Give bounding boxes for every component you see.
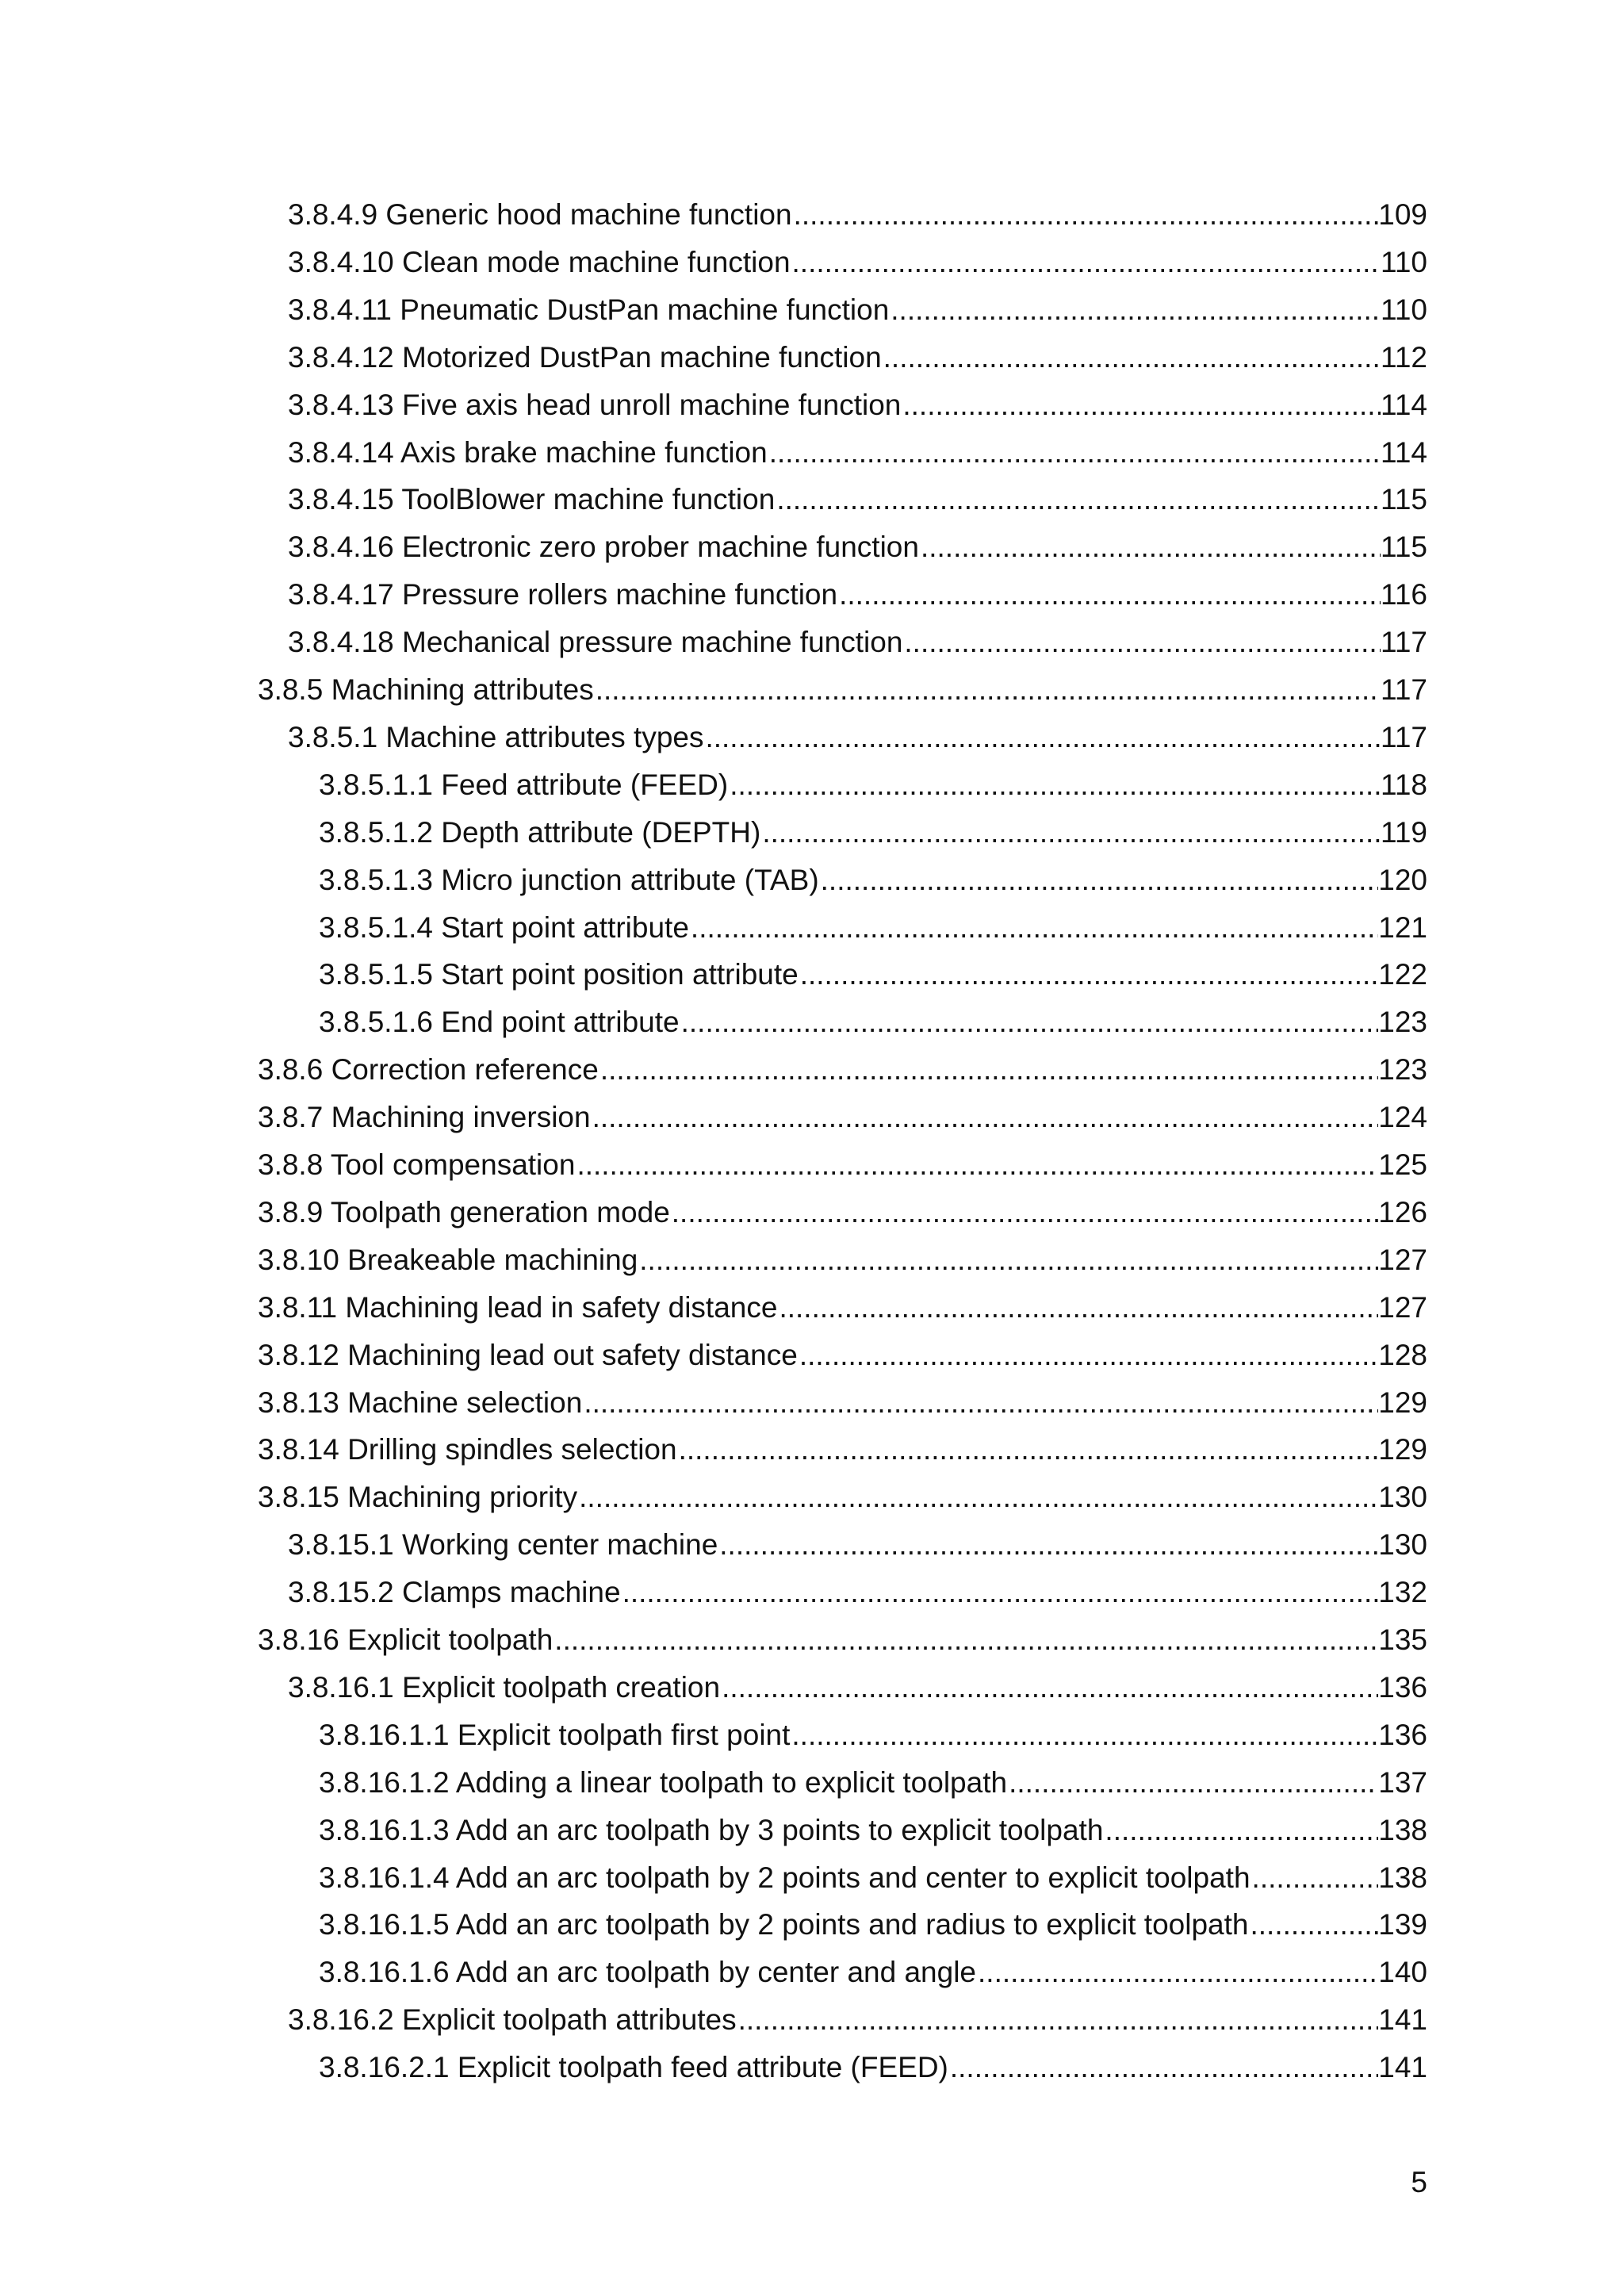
toc-dot-leader bbox=[582, 1384, 1378, 1422]
toc-entry[interactable] bbox=[319, 814, 1427, 861]
toc-entry-page: 127 bbox=[1378, 1244, 1427, 1276]
toc-entry[interactable] bbox=[288, 481, 1427, 528]
toc-dot-leader bbox=[1103, 1811, 1378, 1849]
toc-dot-leader bbox=[919, 528, 1381, 566]
toc-entry-page: 118 bbox=[1381, 769, 1427, 801]
toc-dot-leader bbox=[737, 2001, 1379, 2039]
toc-dot-leader bbox=[799, 956, 1379, 994]
toc-entry-title: 3.8.16.1.3 Add an arc toolpath by 3 points to explicit toolpath bbox=[319, 1814, 1104, 1846]
toc-entry-title: 3.8.16.1.1 Explicit toolpath first point bbox=[319, 1719, 791, 1751]
toc-entry[interactable] bbox=[258, 1478, 1427, 1526]
toc-dot-leader bbox=[837, 576, 1381, 614]
toc-entry[interactable] bbox=[319, 956, 1427, 1003]
toc-dot-leader bbox=[621, 1573, 1379, 1612]
toc-dot-leader bbox=[728, 766, 1381, 804]
toc-dot-leader bbox=[777, 1289, 1378, 1327]
toc-dot-leader bbox=[670, 1194, 1378, 1232]
toc-entry[interactable] bbox=[319, 1953, 1427, 2001]
toc-entry[interactable] bbox=[319, 1003, 1427, 1051]
toc-entry-title: 3.8.5.1.1 Feed attribute (FEED) bbox=[319, 769, 729, 801]
toc-entry-page: 137 bbox=[1378, 1766, 1427, 1799]
toc-entry-title: 3.8.4.10 Clean mode machine function bbox=[288, 246, 791, 278]
toc-dot-leader bbox=[599, 1051, 1378, 1089]
toc-entry[interactable] bbox=[258, 1146, 1427, 1194]
toc-entry-page: 124 bbox=[1378, 1101, 1427, 1133]
toc-entry-page: 140 bbox=[1378, 1956, 1427, 1988]
toc-entry-page: 129 bbox=[1378, 1433, 1427, 1466]
toc-entry-page: 139 bbox=[1378, 1908, 1427, 1941]
toc-entry-page: 117 bbox=[1381, 626, 1427, 658]
toc-entry-page: 112 bbox=[1381, 341, 1427, 374]
toc-entry-page: 126 bbox=[1378, 1196, 1427, 1228]
toc-entry[interactable] bbox=[258, 1336, 1427, 1384]
toc-entry-title: 3.8.16.2.1 Explicit toolpath feed attribute (FEED) bbox=[319, 2051, 948, 2083]
toc-entry[interactable] bbox=[288, 719, 1427, 766]
toc-entry[interactable] bbox=[258, 1098, 1427, 1146]
toc-entry-title: 3.8.16.2 Explicit toolpath attributes bbox=[288, 2003, 737, 2036]
toc-entry[interactable] bbox=[319, 1811, 1427, 1859]
toc-entry-page: 132 bbox=[1378, 1576, 1427, 1608]
toc-entry-title: 3.8.5.1.4 Start point attribute bbox=[319, 911, 689, 944]
toc-entry[interactable] bbox=[288, 196, 1427, 243]
toc-entry[interactable] bbox=[288, 1669, 1427, 1716]
toc-entry-page: 138 bbox=[1378, 1861, 1427, 1894]
toc-entry-page: 141 bbox=[1378, 2003, 1427, 2036]
toc-entry[interactable] bbox=[288, 291, 1427, 339]
toc-dot-leader bbox=[819, 861, 1379, 899]
toc-entry[interactable] bbox=[288, 623, 1427, 671]
toc-entry-title: 3.8.16.1.2 Adding a linear toolpath to explicit toolpath bbox=[319, 1766, 1008, 1799]
toc-entry[interactable] bbox=[258, 1051, 1427, 1098]
toc-entry-page: 123 bbox=[1378, 1006, 1427, 1038]
toc-entry[interactable] bbox=[288, 243, 1427, 291]
toc-entry[interactable] bbox=[288, 339, 1427, 386]
toc-entry[interactable] bbox=[288, 1573, 1427, 1621]
toc-entry-title: 3.8.5.1.6 End point attribute bbox=[319, 1006, 680, 1038]
toc-dot-leader bbox=[594, 671, 1381, 709]
toc-entry-title: 3.8.13 Machine selection bbox=[258, 1386, 583, 1419]
toc-entry-page: 122 bbox=[1378, 958, 1427, 991]
toc-entry-title: 3.8.4.14 Axis brake machine function bbox=[288, 436, 768, 469]
toc-dot-leader bbox=[553, 1621, 1378, 1659]
toc-entry-title: 3.8.16.1.5 Add an arc toolpath by 2 points and radius to explicit toolpath bbox=[319, 1908, 1249, 1941]
toc-dot-leader bbox=[790, 1716, 1378, 1754]
toc-entry-title: 3.8.5.1.2 Depth attribute (DEPTH) bbox=[319, 816, 761, 849]
toc-entry-page: 136 bbox=[1378, 1719, 1427, 1751]
toc-entry[interactable] bbox=[258, 1289, 1427, 1336]
toc-entry-title: 3.8.12 Machining lead out safety distance bbox=[258, 1339, 798, 1371]
toc-dot-leader bbox=[718, 1526, 1378, 1564]
toc-entry[interactable] bbox=[258, 1431, 1427, 1478]
toc-entry[interactable] bbox=[288, 1526, 1427, 1573]
page-number: 5 bbox=[1411, 2166, 1427, 2198]
toc-entry-page: 110 bbox=[1381, 293, 1427, 326]
toc-entry-page: 141 bbox=[1378, 2051, 1427, 2083]
toc-dot-leader bbox=[577, 1478, 1378, 1516]
toc-dot-leader bbox=[889, 291, 1381, 329]
toc-entry-page: 128 bbox=[1378, 1339, 1427, 1371]
toc-entry-title: 3.8.4.15 ToolBlower machine function bbox=[288, 483, 776, 516]
toc-dot-leader bbox=[948, 2049, 1378, 2087]
toc-entry-page: 135 bbox=[1378, 1623, 1427, 1656]
toc-entry-title: 3.8.10 Breakeable machining bbox=[258, 1244, 638, 1276]
toc-entry-page: 127 bbox=[1378, 1291, 1427, 1324]
toc-dot-leader bbox=[689, 909, 1378, 947]
toc-dot-leader bbox=[703, 719, 1381, 757]
toc-entry-title: 3.8.8 Tool compensation bbox=[258, 1148, 576, 1181]
toc-entry-title: 3.8.4.9 Generic hood machine function bbox=[288, 198, 792, 231]
toc-entry[interactable] bbox=[288, 386, 1427, 434]
toc-entry[interactable] bbox=[319, 1764, 1427, 1811]
toc-entry-title: 3.8.15.1 Working center machine bbox=[288, 1528, 718, 1561]
toc-entry-title: 3.8.16.1.4 Add an arc toolpath by 2 points and center to explicit toolpath bbox=[319, 1861, 1251, 1894]
toc-dot-leader bbox=[792, 196, 1379, 234]
toc-entry-page: 138 bbox=[1378, 1814, 1427, 1846]
toc-entry-title: 3.8.4.16 Electronic zero prober machine function bbox=[288, 531, 919, 563]
toc-entry[interactable] bbox=[319, 1906, 1427, 1953]
toc-entry[interactable] bbox=[258, 1241, 1427, 1289]
toc-entry-title: 3.8.5 Machining attributes bbox=[258, 673, 594, 706]
toc-entry-title: 3.8.5.1.3 Micro junction attribute (TAB) bbox=[319, 864, 819, 896]
toc-dot-leader bbox=[902, 623, 1381, 661]
toc-entry-title: 3.8.4.13 Five axis head unroll machine function bbox=[288, 389, 902, 421]
toc-entry[interactable] bbox=[258, 1194, 1427, 1241]
toc-entry-title: 3.8.5.1.5 Start point position attribute bbox=[319, 958, 799, 991]
toc-entry-page: 116 bbox=[1381, 578, 1427, 611]
toc-entry-page: 115 bbox=[1381, 483, 1427, 516]
toc-entry-title: 3.8.16 Explicit toolpath bbox=[258, 1623, 553, 1656]
toc-dot-leader bbox=[677, 1431, 1379, 1469]
toc-dot-leader bbox=[1251, 1859, 1379, 1897]
toc-entry[interactable] bbox=[288, 2001, 1427, 2049]
toc-entry[interactable] bbox=[319, 861, 1427, 909]
toc-entry-title: 3.8.4.17 Pressure rollers machine function bbox=[288, 578, 838, 611]
toc-dot-leader bbox=[901, 386, 1381, 424]
toc-entry-title: 3.8.9 Toolpath generation mode bbox=[258, 1196, 670, 1228]
toc-entry-title: 3.8.15.2 Clamps machine bbox=[288, 1576, 621, 1608]
toc-entry-page: 109 bbox=[1378, 198, 1427, 231]
toc-entry-title: 3.8.16.1 Explicit toolpath creation bbox=[288, 1671, 721, 1704]
toc-entry-page: 130 bbox=[1378, 1481, 1427, 1513]
toc-dot-leader bbox=[575, 1146, 1378, 1184]
toc-entry[interactable] bbox=[288, 576, 1427, 623]
toc-entry-page: 115 bbox=[1381, 531, 1427, 563]
toc-dot-leader bbox=[1248, 1906, 1378, 1944]
toc-entry-title: 3.8.7 Machining inversion bbox=[258, 1101, 591, 1133]
toc-dot-leader bbox=[791, 243, 1381, 282]
toc-dot-leader bbox=[976, 1953, 1378, 1991]
toc-entry[interactable] bbox=[319, 766, 1427, 814]
toc-dot-leader bbox=[1007, 1764, 1378, 1802]
toc-entry-page: 121 bbox=[1378, 911, 1427, 944]
toc-entry-title: 3.8.5.1 Machine attributes types bbox=[288, 721, 704, 753]
toc-entry[interactable] bbox=[288, 434, 1427, 481]
toc-entry-page: 136 bbox=[1378, 1671, 1427, 1704]
toc-entry-title: 3.8.4.18 Mechanical pressure machine function bbox=[288, 626, 903, 658]
toc-entry-page: 117 bbox=[1381, 721, 1427, 753]
toc-entry-title: 3.8.11 Machining lead in safety distance bbox=[258, 1291, 778, 1324]
toc-dot-leader bbox=[882, 339, 1381, 377]
toc-entry-page: 120 bbox=[1378, 864, 1427, 896]
toc-entry[interactable] bbox=[258, 1621, 1427, 1669]
toc-entry[interactable] bbox=[319, 2049, 1427, 2096]
toc-entry-title: 3.8.16.1.6 Add an arc toolpath by center and angle bbox=[319, 1956, 977, 1988]
toc-entry[interactable] bbox=[258, 671, 1427, 719]
toc-entry-title: 3.8.4.12 Motorized DustPan machine function bbox=[288, 341, 882, 374]
toc-dot-leader bbox=[768, 434, 1381, 472]
toc-entry-title: 3.8.6 Correction reference bbox=[258, 1053, 599, 1086]
toc-dot-leader bbox=[720, 1669, 1378, 1707]
toc-entry-page: 129 bbox=[1378, 1386, 1427, 1419]
toc-entry-page: 114 bbox=[1381, 436, 1427, 469]
toc-entry-page: 114 bbox=[1381, 389, 1427, 421]
toc-entry-page: 123 bbox=[1378, 1053, 1427, 1086]
toc-entry[interactable] bbox=[319, 1716, 1427, 1764]
toc-entry-title: 3.8.15 Machining priority bbox=[258, 1481, 578, 1513]
toc-entry[interactable] bbox=[319, 1859, 1427, 1907]
toc-entry-title: 3.8.4.11 Pneumatic DustPan machine function bbox=[288, 293, 890, 326]
toc-entry-page: 125 bbox=[1378, 1148, 1427, 1181]
toc-entry-title: 3.8.14 Drilling spindles selection bbox=[258, 1433, 677, 1466]
toc-dot-leader bbox=[775, 481, 1381, 519]
toc-entry[interactable] bbox=[288, 528, 1427, 576]
toc-entry-page: 130 bbox=[1378, 1528, 1427, 1561]
toc-entry[interactable] bbox=[319, 909, 1427, 956]
toc-entry-page: 119 bbox=[1381, 816, 1427, 849]
toc-dot-leader bbox=[680, 1003, 1379, 1041]
toc-dot-leader bbox=[638, 1241, 1378, 1279]
toc-entry[interactable] bbox=[258, 1384, 1427, 1432]
toc-dot-leader bbox=[591, 1098, 1379, 1137]
toc-dot-leader bbox=[798, 1336, 1378, 1374]
toc-entry-page: 117 bbox=[1381, 673, 1427, 706]
toc-entry-page: 110 bbox=[1381, 246, 1427, 278]
toc-dot-leader bbox=[760, 814, 1381, 852]
